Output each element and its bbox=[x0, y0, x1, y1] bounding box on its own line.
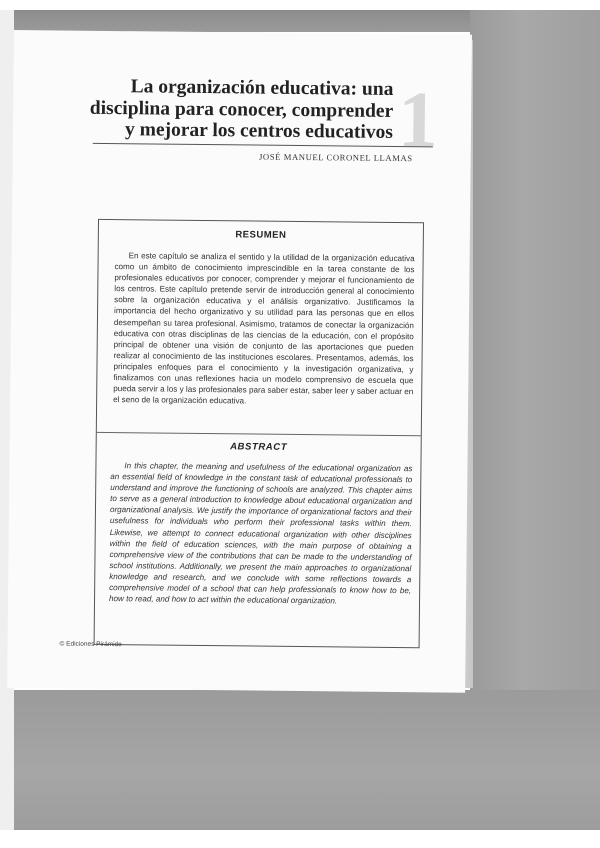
author-name: JOSÉ MANUEL CORONEL LLAMAS bbox=[258, 151, 413, 164]
summary-divider bbox=[97, 432, 421, 436]
chapter-title-line: y mejorar los centros educativos bbox=[124, 119, 394, 143]
chapter-title-line: La organización educativa: una bbox=[130, 76, 394, 100]
chapter-number: 1 bbox=[397, 76, 439, 165]
abstract-heading: ABSTRACT bbox=[230, 441, 288, 453]
abstract-text: In this chapter, the meaning and usefulness of the educational organization as an essential field of knowledge in the constant task of educational professionals to understand and improve the functioning of schools are analyzed. This chapter aims to serve as a general introduction to knowledge about educational organization and organizational analysis. We justify the importance of organizational factors and their usefulness for individuals who perform their professional tasks within them. Likewise, we attempt to connect educational organization with other disciplines within the field of education sciences, with the main purpose of obtaining a comprehensive view of the contributions that can be made to the understanding of school institutions. Additionally, we present the main approaches to organizational knowledge and research, and we conclude with some reflections towards a comprehensive model of a school that can help professionals to know how to be, how to read, and how to act within the educational organization. bbox=[109, 461, 413, 606]
resumen-text: En este capítulo se analiza el sentido y la utilidad de la organización educativa como un ámbito de conocimiento imprescindible en la tarea constante de los profesionales educativos por conocer, comprender y mejorar el funcionamiento de los centros. Este capítulo pretende servir de introducción general al conocimiento sobre la organización educativa y el análisis organizativo. Justificamos la importancia del hecho organizativo y su utilidad para las personas que en ellos desempeñan su tarea profesional. Asimismo, tratamos de conectar la organización educativa con otras disciplinas de las ciencias de la educación, con el propósito principal de obtener una visión de conjunto de las aportaciones que pueden realizar al conocimiento de las instituciones escolares. Presentamos, además, los principales enfoques para el conocimiento y la investigación organizativa, y finalizamos con unas reflexiones hacia un modelo comprensivo de escuela que pueda servir a los y las profesionales para saber estar, saber leer y saber actuar en el seno de la organización educativa. bbox=[113, 251, 415, 406]
scanner-margin-right bbox=[470, 10, 600, 720]
scanner-margin-bottom bbox=[14, 690, 600, 830]
resumen-heading: RESUMEN bbox=[235, 229, 287, 241]
title-divider bbox=[93, 143, 433, 148]
summary-box bbox=[94, 219, 424, 648]
publisher-footer: © Ediciones Pirámide bbox=[59, 640, 122, 649]
chapter-title-line: disciplina para conocer, comprender bbox=[89, 97, 394, 122]
book-page bbox=[7, 30, 472, 693]
chapter-title bbox=[53, 75, 394, 143]
